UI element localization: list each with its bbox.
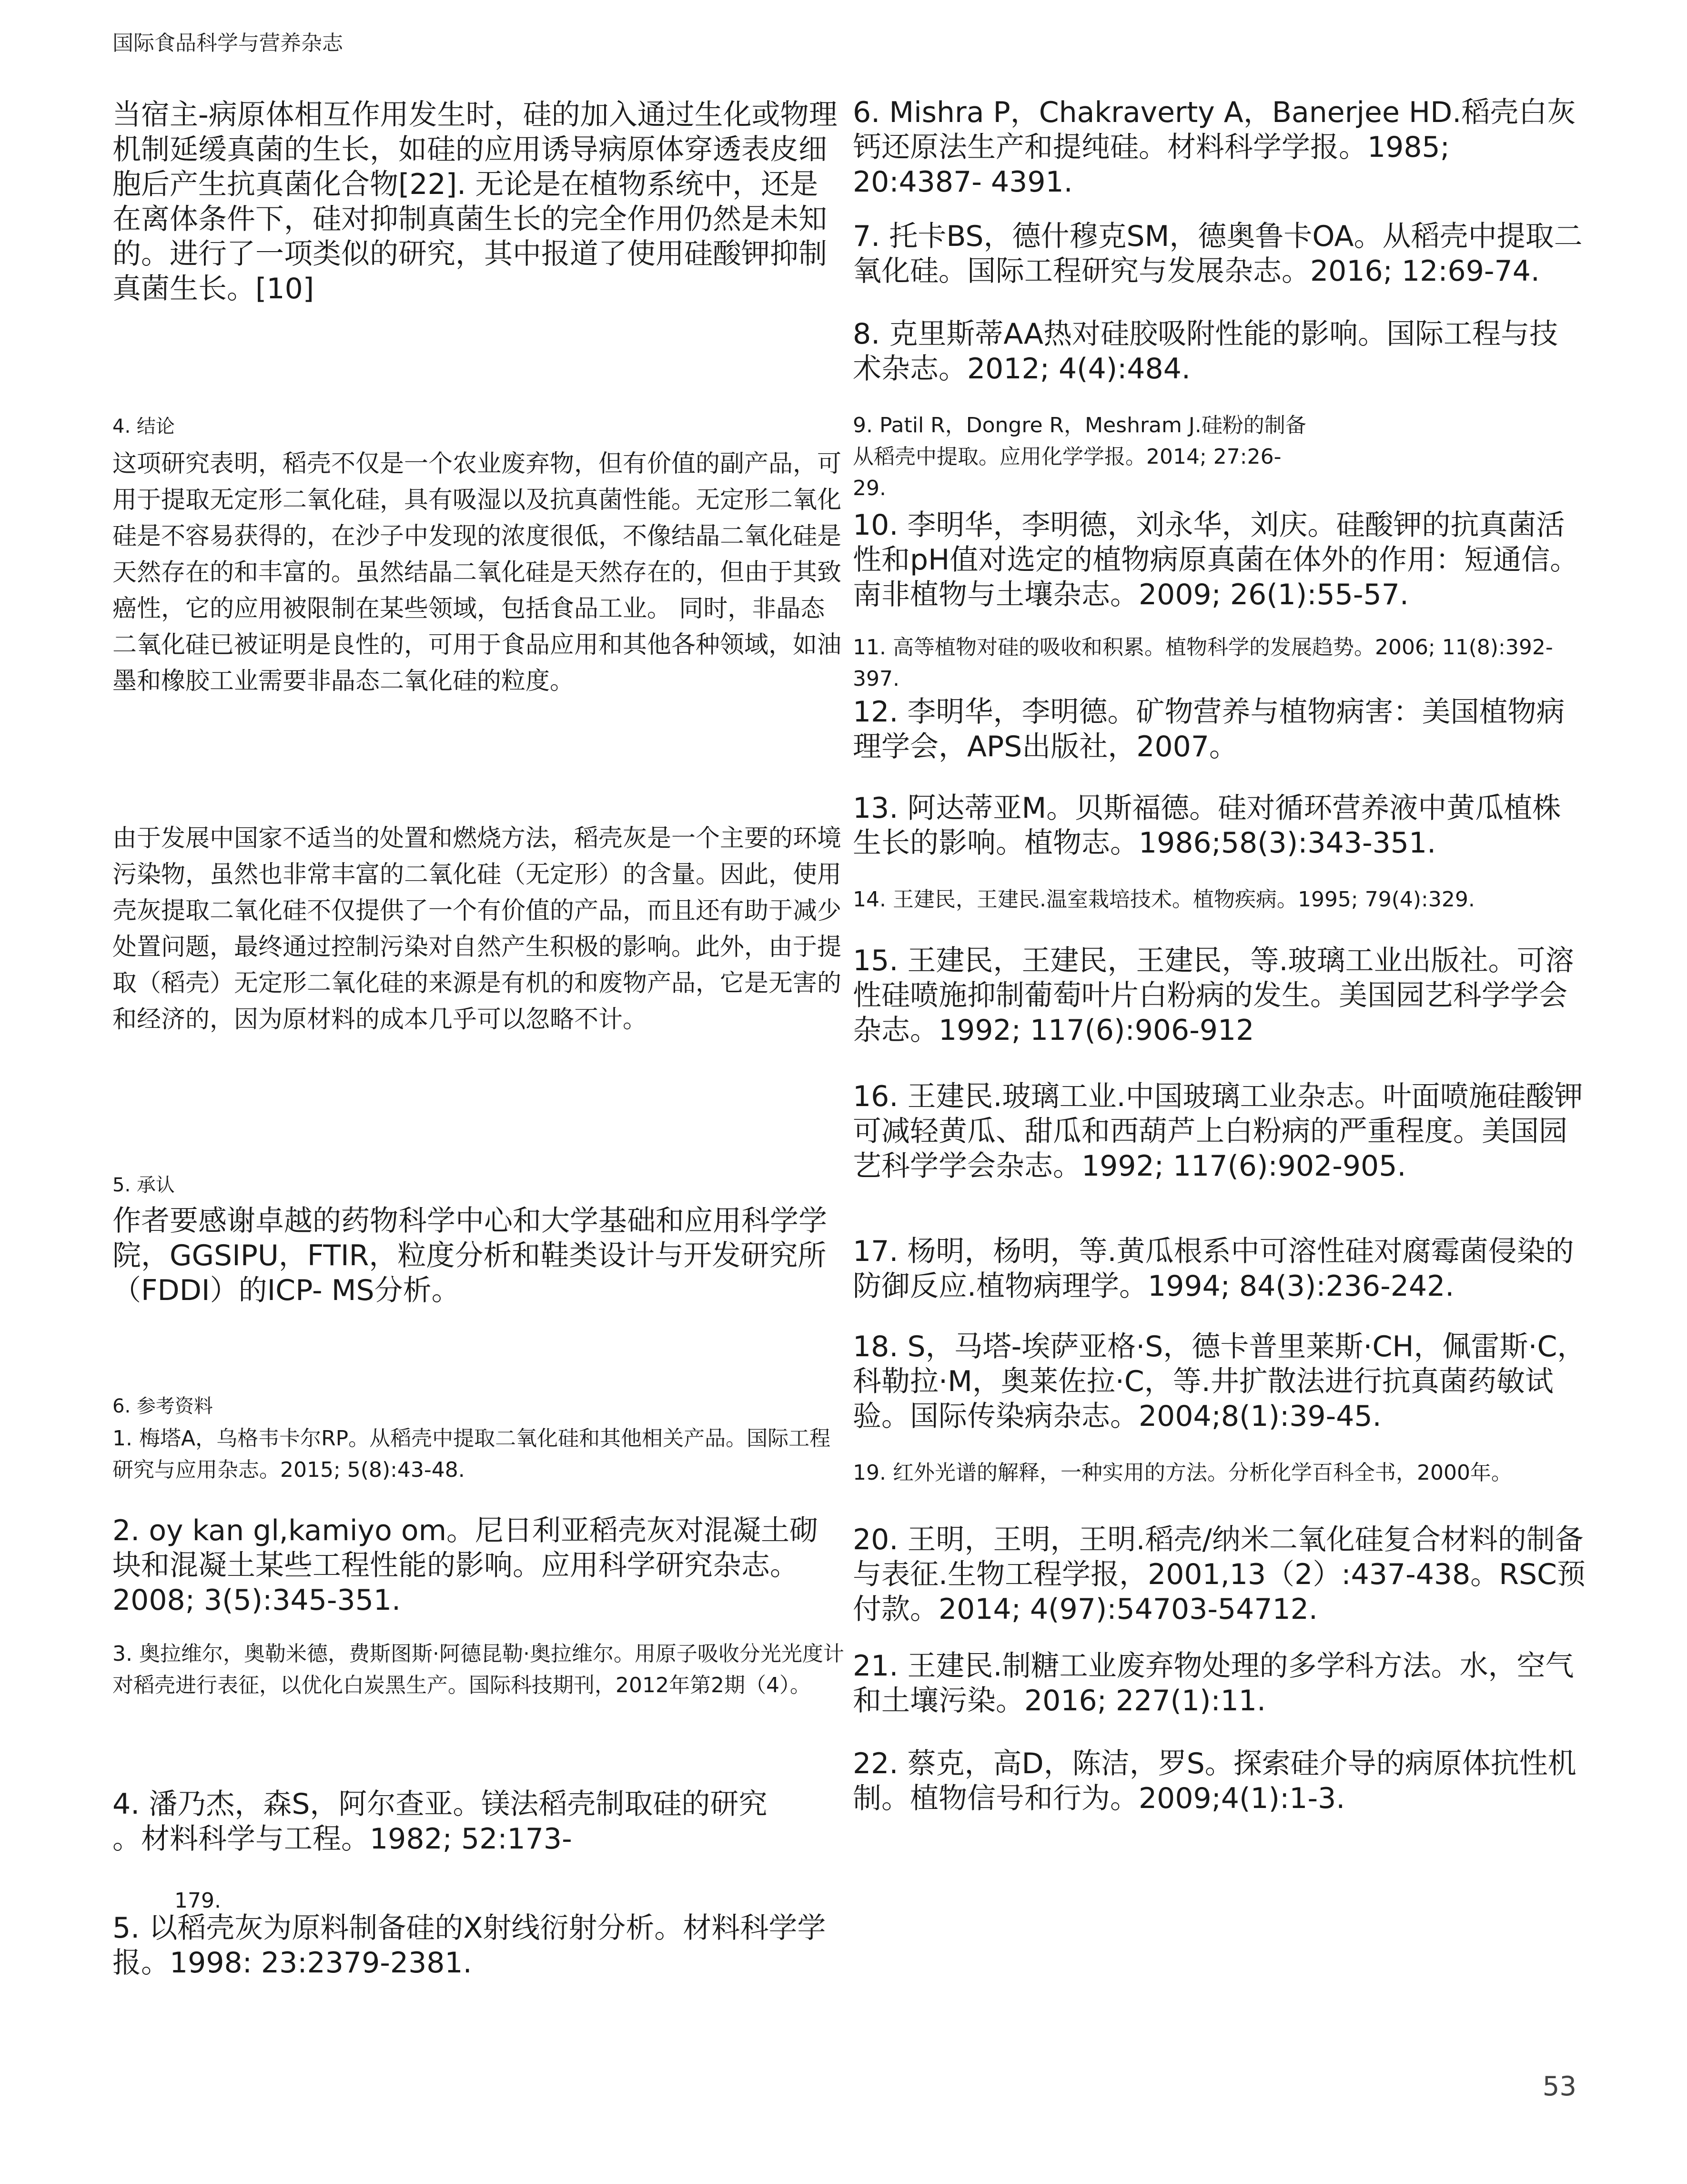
reference-item: 4. 潘乃杰，森S，阿尔查亚。镁法稻壳制取硅的研究 。材料科学与工程。1982; 52:173- bbox=[112, 1788, 768, 1856]
reference-item: 9. Patil R，Dongre R，Meshram J.硅粉的制备 从稻壳中提取。应用化学学报。2014; 27:26- 29. bbox=[853, 413, 1306, 500]
reference-item: 20. 王明，王明，王明.稻壳/纳米二氧化硅复合材料的制备与表征.生物工程学报，2001,13（2）:437-438。RSC预付款。2014; 4(97):54703-54712. bbox=[853, 1523, 1586, 1626]
page-number: 53 bbox=[1542, 2071, 1576, 2102]
reference-item: 17. 杨明，杨明，等.黄瓜根系中可溶性硅对腐霉菌侵染的防御反应.植物病理学。1994; 84(3):236-242. bbox=[853, 1235, 1574, 1303]
reference-item: 11. 高等植物对硅的吸收和积累。植物科学的发展趋势。2006; 11(8):392-397. bbox=[853, 635, 1553, 691]
reference-item: 18. S，马塔-埃萨亚格·S，德卡普里莱斯·CH，佩雷斯·C，科勒拉·M，奥莱佐拉·C，等.井扩散法进行抗真菌药敏试验。国际传染病杂志。2004;8(1):39-45. bbox=[853, 1330, 1586, 1433]
reference-item: 12. 李明华，李明德。矿物营养与植物病害：美国植物病理学会，APS出版社，2007。 bbox=[853, 695, 1565, 763]
reference-item: 19. 红外光谱的解释，一种实用的方法。分析化学百科全书，2000年。 bbox=[853, 1461, 1512, 1485]
reference-item: 1. 梅塔A，乌格韦卡尔RP。从稻壳中提取二氧化硅和其他相关产品。国际工程研究与应用杂志。2015; 5(8):43-48. bbox=[112, 1426, 831, 1482]
reference-item: 6. Mishra P，Chakraverty A，Banerjee HD.稻壳白灰钙还原法生产和提纯硅。材料科学学报。1985; 20:4387- 4391. bbox=[853, 96, 1576, 199]
journal-header: 国际食品科学与营养杂志 bbox=[112, 31, 343, 55]
intro-paragraph: 当宿主-病原体相互作用发生时，硅的加入通过生化或物理机制延缓真菌的生长，如硅的应用诱导病原体穿透表皮细胞后产生抗真菌化合物[22]. 无论是在植物系统中，还是在离体条件下，硅对抑制真菌生长的完全作用仍然是未知的。进行了一项类似的研究，其中报道了使用硅酸钾抑制真菌生长。[10] bbox=[112, 98, 838, 305]
acknowledgement-heading: 5. 承认 bbox=[112, 1174, 175, 1196]
reference-item: 13. 阿达蒂亚M。贝斯福德。硅对循环营养液中黄瓜植株生长的影响。植物志。1986;58(3):343-351. bbox=[853, 792, 1561, 860]
acknowledgement-text: 作者要感谢卓越的药物科学中心和大学基础和应用科学学院，GGSIPU，FTIR，粒度分析和鞋类设计与开发研究所（FDDI）的ICP- MS分析。 bbox=[112, 1204, 827, 1307]
reference-item: 21. 王建民.制糖工业废弃物处理的多学科方法。水，空气和土壤污染。2016; 227(1):11. bbox=[853, 1649, 1574, 1717]
reference-item: 2. oy kan gl,kamiyo om。尼日利亚稻壳灰对混凝土砌块和混凝土某些工程性能的影响。应用科学研究杂志。2008; 3(5):345-351. bbox=[112, 1514, 818, 1617]
reference-item: 5. 以稻壳灰为原料制备硅的X射线衍射分析。材料科学学报。1998: 23:2379-2381. bbox=[112, 1911, 826, 1980]
reference-item: 15. 王建民，王建民，王建民，等.玻璃工业出版社。可溶性硅喷施抑制葡萄叶片白粉病的发生。美国园艺科学学会杂志。1992; 117(6):906-912 bbox=[853, 944, 1574, 1047]
reference-item: 3. 奥拉维尔，奥勒米德，费斯图斯·阿德昆勒·奥拉维尔。用原子吸收分光光度计对稻壳进行表征，以优化白炭黑生产。国际科技期刊，2012年第2期（4）。 bbox=[112, 1642, 844, 1697]
reference-item: 14. 王建民，王建民.温室栽培技术。植物疾病。1995; 79(4):329. bbox=[853, 887, 1475, 912]
references-heading: 6. 参考资料 bbox=[112, 1395, 213, 1417]
reference-item: 22. 蔡克，高D，陈洁，罗S。探索硅介导的病原体抗性机制。植物信号和行为。2009;4(1):1-3. bbox=[853, 1747, 1576, 1815]
conclusion-heading: 4. 结论 bbox=[112, 416, 175, 437]
reference-item-continued: 179. bbox=[174, 1889, 221, 1913]
reference-item: 8. 克里斯蒂AA热对硅胶吸附性能的影响。国际工程与技术杂志。2012; 4(4):484. bbox=[853, 317, 1558, 386]
reference-item: 7. 托卡BS，德什穆克SM，德奥鲁卡OA。从稻壳中提取二氧化硅。国际工程研究与发展杂志。2016; 12:69-74. bbox=[853, 220, 1583, 288]
reference-item: 16. 王建民.玻璃工业.中国玻璃工业杂志。叶面喷施硅酸钾可减轻黄瓜、甜瓜和西葫芦上白粉病的严重程度。美国园艺科学学会杂志。1992; 117(6):902-905. bbox=[853, 1080, 1583, 1183]
conclusion-paragraph-2: 由于发展中国家不适当的处置和燃烧方法，稻壳灰是一个主要的环境污染物，虽然也非常丰富的二氧化硅（无定形）的含量。因此，使用壳灰提取二氧化硅不仅提供了一个有价值的产品，而且还有助于减少处置问题，最终通过控制污染对自然产生积极的影响。此外，由于提取（稻壳）无定形二氧化硅的来源是有机的和废物产品，它是无害的和经济的，因为原材料的成本几乎可以忽略不计。 bbox=[112, 824, 842, 1034]
reference-item: 10. 李明华，李明德，刘永华，刘庆。硅酸钾的抗真菌活性和pH值对选定的植物病原真菌在体外的作用：短通信。南非植物与土壤杂志。2009; 26(1):55-57. bbox=[853, 508, 1579, 611]
conclusion-paragraph-1: 这项研究表明，稻壳不仅是一个农业废弃物，但有价值的副产品，可用于提取无定形二氧化硅，具有吸湿以及抗真菌性能。无定形二氧化硅是不容易获得的，在沙子中发现的浓度很低，不像结晶二氧化硅是天然存在的和丰富的。虽然结晶二氧化硅是天然存在的，但由于其致癌性，它的应用被限制在某些领域，包括食品工业。 同时，非晶态二氧化硅已被证明是良性的，可用于食品应用和其他各种领域，如油墨和橡胶工业需要非晶态二氧化硅的粒度。 bbox=[112, 450, 842, 695]
